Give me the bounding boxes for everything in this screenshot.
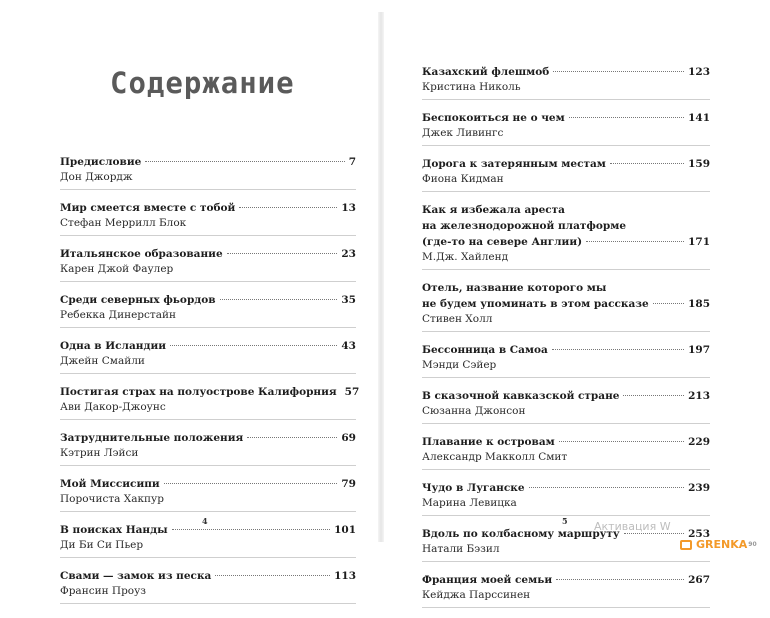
entry-divider — [422, 269, 710, 270]
entry-title: В поисках Нанды — [60, 524, 168, 536]
dot-leader — [247, 437, 337, 438]
entry-page-number: 101 — [334, 524, 356, 536]
entry-title: В сказочной кавказской стране — [422, 390, 620, 402]
entry-title: Беспокоиться не о чем — [422, 112, 565, 124]
entry-page-number: 185 — [688, 298, 710, 310]
dot-leader — [239, 207, 337, 208]
entry-divider — [422, 561, 710, 562]
entry-page-number: 35 — [341, 294, 356, 306]
toc-entry — [60, 200, 356, 236]
toc-entry — [60, 430, 356, 466]
entry-page-number: 229 — [688, 436, 710, 448]
entry-line — [422, 156, 710, 172]
entry-divider — [422, 191, 710, 192]
entry-line — [60, 154, 356, 170]
entry-line — [60, 522, 356, 538]
entry-divider — [60, 235, 356, 236]
entry-title: Плавание к островам — [422, 436, 555, 448]
toc-entry — [422, 342, 710, 378]
entry-line — [60, 246, 356, 262]
entry-author: Стефан Меррилл Блок — [60, 217, 187, 229]
entry-divider — [422, 99, 710, 100]
entry-author: Кейджа Парссинен — [422, 589, 531, 601]
toc-entry — [422, 280, 710, 332]
toc-entry — [60, 154, 356, 190]
entry-divider — [60, 281, 356, 282]
entry-line — [60, 476, 356, 492]
entry-line — [422, 64, 710, 80]
dot-leader — [624, 533, 684, 534]
toc-entry — [422, 202, 710, 270]
page-number-left: 4 — [202, 516, 208, 526]
logo-suffix: 90 — [748, 541, 757, 548]
page-number-right: 5 — [562, 516, 568, 526]
entry-divider — [60, 557, 356, 558]
toc-list-left — [60, 154, 360, 614]
entry-divider — [60, 189, 356, 190]
entry-author: Джек Ливингс — [422, 127, 504, 139]
entry-line — [422, 572, 710, 588]
entry-author: М.Дж. Хайленд — [422, 251, 509, 263]
toc-list-right — [422, 64, 710, 618]
entry-title: не будем упоминать в этом рассказе — [422, 298, 649, 310]
entry-line — [60, 430, 356, 446]
entry-page-number: 7 — [348, 156, 356, 168]
entry-title: (где-то на севере Англии) — [422, 236, 583, 248]
toc-entry — [422, 156, 710, 192]
dot-leader — [529, 487, 685, 488]
entry-title: Предисловие — [60, 156, 142, 168]
left-page — [12, 18, 378, 597]
entry-divider — [422, 423, 710, 424]
entry-title-line: на железнодорожной платформе — [422, 220, 626, 232]
entry-title: Вдоль по колбасному маршруту — [422, 528, 620, 540]
entry-line — [60, 568, 356, 584]
entry-title: Мой Миссисипи — [60, 478, 160, 490]
entry-author: Кэтрин Лэйси — [60, 447, 139, 459]
toc-entry — [60, 522, 356, 558]
entry-divider — [60, 327, 356, 328]
entry-title: Среди северных фьордов — [60, 294, 216, 306]
toc-entry — [60, 476, 356, 512]
entry-author: Фиона Кидман — [422, 173, 504, 185]
entry-page-number: 239 — [688, 482, 710, 494]
entry-page-number: 197 — [688, 344, 710, 356]
entry-author: Джейн Смайли — [60, 355, 145, 367]
entry-line — [60, 200, 356, 216]
logo-name: GRENKA — [696, 538, 748, 551]
entry-page-number: 171 — [688, 236, 710, 248]
entry-divider — [422, 377, 710, 378]
dot-leader — [145, 161, 344, 162]
entry-page-number: 267 — [688, 574, 710, 586]
toc-entry — [60, 338, 356, 374]
entry-title: Одна в Исландии — [60, 340, 167, 352]
entry-line — [422, 388, 710, 404]
entry-title: Затруднительные положения — [60, 432, 244, 444]
toc-entry — [422, 572, 710, 608]
entry-author: Александр Макколл Смит — [422, 451, 568, 463]
entry-author: Карен Джой Фаулер — [60, 263, 174, 275]
entry-title: Казахский флешмоб — [422, 66, 550, 78]
entry-page-number: 123 — [688, 66, 710, 78]
dot-leader — [569, 117, 684, 118]
entry-line — [422, 342, 710, 358]
entry-page-number: 43 — [341, 340, 356, 352]
dot-leader — [553, 71, 684, 72]
entry-divider — [60, 603, 356, 604]
entry-title: Итальянское образование — [60, 248, 223, 260]
dot-leader — [215, 575, 330, 576]
entry-title-line: Отель, название которого мы — [422, 282, 607, 294]
entry-line — [422, 234, 710, 250]
toc-entry — [60, 384, 360, 420]
entry-page-number: 141 — [688, 112, 710, 124]
entry-author: Ави Дакор-Джоунс — [60, 401, 166, 413]
entry-author: Марина Левицка — [422, 497, 517, 509]
entry-author: Мэнди Сэйер — [422, 359, 497, 371]
toc-entry — [422, 110, 710, 146]
entry-author: Порочиста Хакпур — [60, 493, 164, 505]
entry-page-number: 23 — [341, 248, 356, 260]
entry-line — [60, 384, 360, 400]
entry-page-number: 113 — [334, 570, 356, 582]
entry-title: Постигая страх на полуострове Калифорния — [60, 386, 337, 398]
dot-leader — [653, 303, 684, 304]
dot-leader — [559, 441, 684, 442]
page-title: Содержание — [110, 66, 295, 100]
dot-leader — [172, 529, 330, 530]
entry-author: Ребекка Динерстайн — [60, 309, 176, 321]
entry-title: Дорога к затерянным местам — [422, 158, 606, 170]
entry-divider — [60, 465, 356, 466]
entry-page-number: 213 — [688, 390, 710, 402]
entry-page-number: 159 — [688, 158, 710, 170]
entry-author: Франсин Проуз — [60, 585, 147, 597]
entry-line — [60, 338, 356, 354]
entry-page-number: 253 — [688, 528, 710, 540]
entry-title: Мир смеется вместе с тобой — [60, 202, 236, 214]
book-icon — [680, 540, 692, 550]
toc-entry — [422, 434, 710, 470]
entry-divider — [422, 469, 710, 470]
entry-line — [60, 292, 356, 308]
entry-title: Франция моей семьи — [422, 574, 553, 586]
entry-title-line: Как я избежала ареста — [422, 204, 565, 216]
entry-page-number: 13 — [341, 202, 356, 214]
entry-divider — [422, 607, 710, 608]
entry-title: Чудо в Луганске — [422, 482, 525, 494]
entry-page-number: 57 — [344, 386, 360, 398]
entry-line — [422, 434, 710, 450]
dot-leader — [220, 299, 338, 300]
toc-entry — [422, 480, 710, 516]
entry-divider — [60, 511, 356, 512]
dot-leader — [170, 345, 337, 346]
entry-title: Свами — замок из песка — [60, 570, 212, 582]
dot-leader — [227, 253, 338, 254]
toc-entry — [60, 246, 356, 282]
dot-leader — [164, 483, 338, 484]
entry-author: Кристина Николь — [422, 81, 521, 93]
watermark-text: Активация W — [594, 520, 671, 533]
entry-author: Стивен Холл — [422, 313, 493, 325]
grenka-logo — [680, 538, 757, 551]
entry-line — [422, 110, 710, 126]
entry-author: Дон Джордж — [60, 171, 133, 183]
toc-entry — [60, 568, 356, 604]
toc-entry — [422, 388, 710, 424]
entry-divider — [60, 419, 356, 420]
entry-author: Сюзанна Джонсон — [422, 405, 526, 417]
toc-entry — [60, 292, 356, 328]
entry-author: Натали Бэзил — [422, 543, 500, 555]
entry-divider — [422, 145, 710, 146]
entry-divider — [60, 373, 356, 374]
entry-line — [422, 296, 710, 312]
toc-entry — [422, 64, 710, 100]
dot-leader — [610, 163, 684, 164]
entry-title: Бессонница в Самоа — [422, 344, 548, 356]
dot-leader — [586, 241, 684, 242]
entry-line — [422, 480, 710, 496]
entry-page-number: 69 — [341, 432, 356, 444]
dot-leader — [623, 395, 684, 396]
dot-leader — [552, 349, 684, 350]
dot-leader — [556, 579, 684, 580]
entry-author: Ди Би Си Пьер — [60, 539, 144, 551]
entry-page-number: 79 — [341, 478, 356, 490]
entry-divider — [422, 331, 710, 332]
